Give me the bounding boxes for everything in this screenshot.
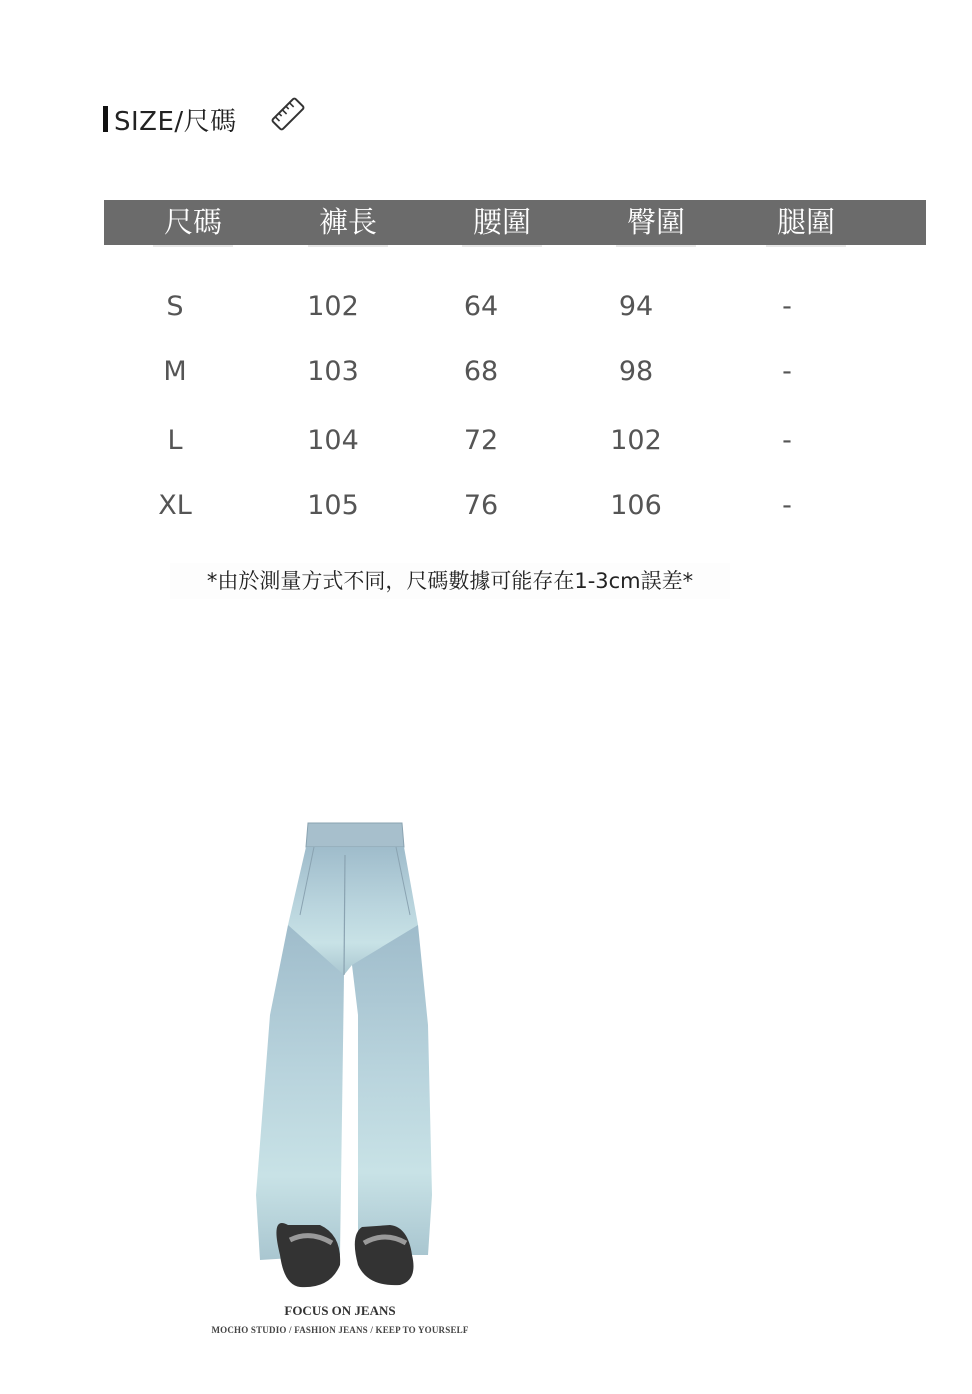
cell-thigh: - [782,425,792,456]
table-row [0,486,972,526]
section-title [103,100,237,138]
measurement-note: *由於測量方式不同，尺碼數據可能存在1-3cm誤差* [170,563,730,599]
cell-waist: 76 [463,490,499,521]
table-row [0,421,972,461]
size-table-header [104,200,926,245]
cell-hip: 106 [610,490,662,521]
col-header-size: 尺碼 [133,200,253,245]
cell-hip: 98 [618,356,654,387]
cell-thigh: - [782,490,792,521]
cell-thigh: - [782,356,792,387]
caption-subtitle: MOCHO STUDIO / FASHION JEANS / KEEP TO YOURSELF [211,1325,469,1335]
ruler-icon [268,94,308,134]
table-row [0,287,972,327]
title-marker [103,106,108,132]
cell-length: 103 [307,356,359,387]
cell-length: 102 [307,291,359,322]
cell-waist: 72 [463,425,499,456]
cell-size: S [166,291,184,322]
cell-size: XL [158,490,192,521]
col-header-thigh: 腿圍 [746,200,866,245]
cell-thigh: - [782,291,792,322]
cell-size: M [163,356,187,387]
page-title: SIZE/尺碼 [114,106,237,137]
cell-hip: 102 [610,425,662,456]
cell-hip: 94 [618,291,654,322]
table-row [0,352,972,392]
cell-waist: 64 [463,291,499,322]
caption-title: FOCUS ON JEANS [284,1303,396,1318]
jeans-illustration [240,815,450,1295]
cell-length: 104 [307,425,359,456]
col-header-hip: 臀圍 [596,200,716,245]
cell-length: 105 [307,490,359,521]
col-header-waist: 腰圍 [442,200,562,245]
col-header-length: 褲長 [288,200,408,245]
cell-waist: 68 [463,356,499,387]
cell-size: L [167,425,183,456]
